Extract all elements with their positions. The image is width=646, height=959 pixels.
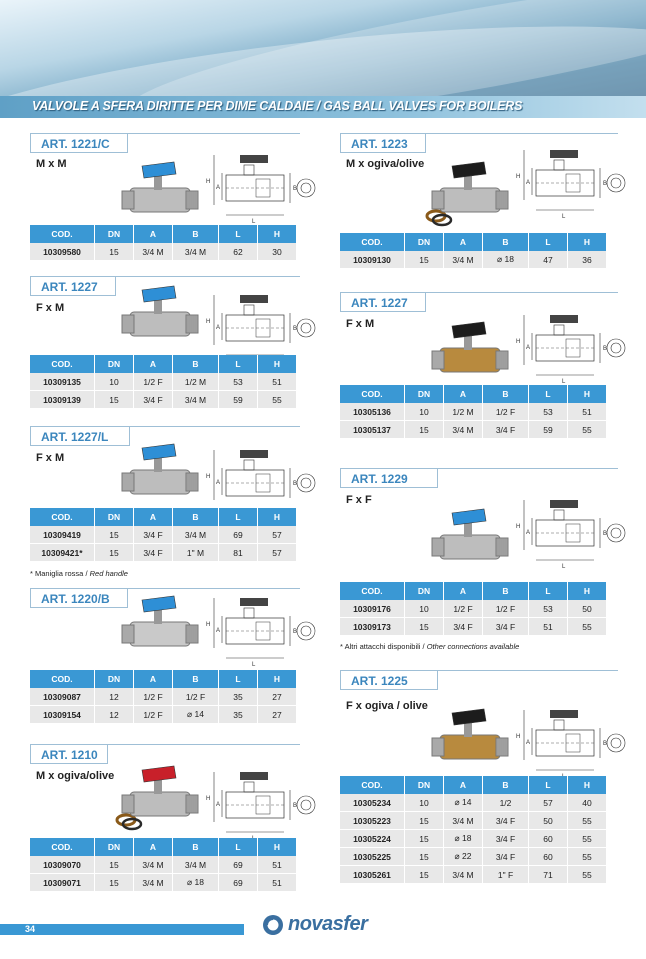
column-header: A: [444, 233, 483, 251]
svg-text:A: A: [216, 185, 221, 191]
table-row: [340, 251, 607, 269]
column-header: A: [444, 776, 483, 794]
table-row: [340, 830, 607, 848]
table-cell: 35: [219, 688, 258, 706]
column-header: DN: [95, 508, 134, 526]
product-code: 10305261: [340, 866, 405, 884]
svg-text:L: L: [562, 379, 566, 385]
novasfer-logo-icon: [262, 914, 284, 936]
table-cell: 3/4 M: [173, 526, 219, 544]
table-cell: 50: [529, 812, 568, 830]
valve-photo: [418, 158, 521, 233]
table-cell: 15: [405, 866, 444, 884]
spec-table: [340, 385, 607, 439]
column-header: L: [529, 776, 568, 794]
svg-text:H: H: [206, 319, 211, 325]
title-rule: [130, 426, 300, 427]
spec-table: [30, 508, 297, 562]
title-rule: [426, 133, 618, 134]
page-title: VALVOLE A SFERA DIRITTE PER DIME CALDAIE / GAS BALL VALVES FOR BOILERS: [32, 99, 523, 113]
table-cell: 55: [568, 866, 607, 884]
table-cell: 71: [529, 866, 568, 884]
spec-table: [30, 355, 297, 409]
article-title: ART. 1220/B: [30, 588, 128, 608]
footer-bar: [0, 924, 244, 935]
svg-text:A: A: [526, 180, 531, 186]
footnote-en: Other connections available: [426, 642, 520, 651]
table-cell: 15: [405, 848, 444, 866]
technical-drawing: [510, 140, 630, 225]
svg-text:L: L: [562, 214, 566, 220]
page-number: 34: [25, 924, 36, 934]
table-cell: 40: [568, 794, 607, 812]
valve-photo: [108, 282, 211, 357]
product-code: 10305223: [340, 812, 405, 830]
table-cell: 15: [95, 874, 134, 892]
table-cell: 3/4 M: [444, 421, 483, 439]
table-cell: 1/2 M: [173, 373, 219, 391]
table-cell: 15: [405, 618, 444, 636]
table-cell: 27: [258, 688, 297, 706]
table-cell: 55: [568, 848, 607, 866]
table-row: [30, 544, 297, 562]
technical-drawing: [200, 588, 320, 673]
spec-table: [340, 233, 607, 269]
technical-drawing: [200, 145, 320, 230]
table-row: [30, 706, 297, 724]
table-cell: 15: [95, 526, 134, 544]
table-cell: 55: [568, 421, 607, 439]
table-cell: ⌀ 18: [173, 874, 219, 892]
column-header: COD.: [30, 355, 95, 373]
valve-photo: [108, 440, 211, 515]
svg-text:B: B: [293, 326, 298, 332]
table-cell: 55: [258, 391, 297, 409]
table-row: [30, 243, 297, 261]
valve-photo: [418, 705, 521, 780]
table-cell: 12: [95, 688, 134, 706]
table-cell: 10: [405, 794, 444, 812]
table-row: [340, 866, 607, 884]
column-header: DN: [95, 838, 134, 856]
product-code: 10309419: [30, 526, 95, 544]
connection-type: F x M: [36, 302, 65, 314]
title-rule: [426, 292, 618, 293]
column-header: DN: [405, 233, 444, 251]
table-row: [340, 848, 607, 866]
column-header: DN: [405, 582, 444, 600]
column-header: B: [483, 385, 529, 403]
table-cell: 3/4 F: [483, 421, 529, 439]
table-cell: 10: [405, 403, 444, 421]
table-cell: 3/4 M: [173, 856, 219, 874]
header-banner: [0, 0, 646, 118]
table-cell: 15: [95, 856, 134, 874]
table-cell: 3/4 F: [134, 544, 173, 562]
product-code: 10305137: [340, 421, 405, 439]
svg-text:B: B: [603, 346, 608, 352]
table-cell: 1" M: [173, 544, 219, 562]
table-cell: 69: [219, 874, 258, 892]
spec-table: [30, 670, 297, 724]
table-cell: 57: [258, 526, 297, 544]
table-cell: 15: [95, 544, 134, 562]
svg-text:B: B: [293, 629, 298, 635]
svg-text:A: A: [526, 530, 531, 536]
table-cell: 69: [219, 856, 258, 874]
table-cell: 1/2 F: [134, 688, 173, 706]
article-title: ART. 1210: [30, 744, 108, 764]
table-row: [30, 526, 297, 544]
table-cell: 35: [219, 706, 258, 724]
product-code: 10309135: [30, 373, 95, 391]
table-cell: 3/4 F: [483, 618, 529, 636]
table-cell: 51: [568, 403, 607, 421]
column-header: L: [219, 355, 258, 373]
svg-text:H: H: [516, 524, 521, 530]
svg-text:H: H: [516, 339, 521, 345]
valve-photo: [108, 158, 211, 233]
footnote-it: * Altri attacchi disponibili /: [340, 642, 427, 651]
product-code: 10309130: [340, 251, 405, 269]
product-code: 10309421*: [30, 544, 95, 562]
svg-text:H: H: [516, 174, 521, 180]
title-rule: [438, 670, 618, 671]
column-header: A: [134, 838, 173, 856]
valve-photo: [108, 762, 211, 837]
connection-type: M x ogiva/olive: [346, 158, 425, 170]
svg-text:B: B: [293, 186, 298, 192]
table-cell: 53: [219, 373, 258, 391]
table-cell: 59: [529, 421, 568, 439]
svg-text:B: B: [293, 803, 298, 809]
column-header: L: [219, 838, 258, 856]
valve-photo: [418, 318, 521, 393]
connection-type: F x ogiva / olive: [346, 700, 428, 712]
table-cell: 3/4 F: [444, 618, 483, 636]
valve-photo: [108, 592, 211, 667]
title-rule: [108, 744, 300, 745]
article-title: ART. 1223: [340, 133, 426, 153]
table-cell: 51: [258, 856, 297, 874]
column-header: B: [483, 776, 529, 794]
table-cell: 27: [258, 706, 297, 724]
product-code: 10309139: [30, 391, 95, 409]
column-header: H: [258, 508, 297, 526]
table-cell: 3/4 F: [134, 526, 173, 544]
title-rule: [128, 133, 300, 134]
column-header: COD.: [30, 670, 95, 688]
svg-text:B: B: [603, 741, 608, 747]
svg-text:H: H: [206, 474, 211, 480]
table-cell: 59: [219, 391, 258, 409]
column-header: A: [134, 225, 173, 243]
svg-text:A: A: [216, 480, 221, 486]
table-cell: 53: [529, 403, 568, 421]
table-cell: 3/4 F: [483, 848, 529, 866]
svg-text:B: B: [603, 181, 608, 187]
brand-name: novasfer: [288, 913, 368, 935]
column-header: B: [173, 355, 219, 373]
table-cell: 1/2 M: [444, 403, 483, 421]
table-cell: ⌀ 14: [444, 794, 483, 812]
column-header: COD.: [30, 225, 95, 243]
product-code: 10305234: [340, 794, 405, 812]
technical-drawing: [510, 490, 630, 575]
table-row: [340, 812, 607, 830]
table-cell: 1/2 F: [444, 600, 483, 618]
column-header: B: [173, 838, 219, 856]
table-cell: 1/2 F: [173, 688, 219, 706]
product-code: 10309070: [30, 856, 95, 874]
column-header: COD.: [340, 776, 405, 794]
table-cell: 3/4 F: [483, 812, 529, 830]
column-header: DN: [95, 225, 134, 243]
column-header: A: [444, 385, 483, 403]
svg-text:H: H: [516, 734, 521, 740]
footnote: [30, 569, 128, 578]
column-header: DN: [405, 385, 444, 403]
brand-logo: [262, 913, 367, 936]
column-header: H: [568, 385, 607, 403]
footnote-en: Red handle: [89, 569, 128, 578]
table-cell: 1/2: [483, 794, 529, 812]
table-cell: 10: [95, 373, 134, 391]
product-code: 10305225: [340, 848, 405, 866]
table-cell: 3/4 M: [173, 391, 219, 409]
column-header: B: [173, 670, 219, 688]
table-cell: 81: [219, 544, 258, 562]
table-cell: 15: [95, 391, 134, 409]
column-header: B: [173, 508, 219, 526]
connection-type: F x M: [346, 318, 375, 330]
svg-text:A: A: [216, 628, 221, 634]
table-cell: 55: [568, 830, 607, 848]
table-cell: 50: [568, 600, 607, 618]
table-cell: 3/4 F: [134, 391, 173, 409]
table-cell: 57: [258, 544, 297, 562]
table-cell: 3/4 M: [444, 251, 483, 269]
column-header: A: [134, 355, 173, 373]
table-cell: 51: [258, 874, 297, 892]
table-row: [340, 421, 607, 439]
column-header: L: [219, 508, 258, 526]
svg-text:H: H: [206, 179, 211, 185]
column-header: L: [529, 385, 568, 403]
table-cell: 36: [568, 251, 607, 269]
article-title: ART. 1227: [30, 276, 116, 296]
table-cell: 15: [405, 251, 444, 269]
table-cell: 1/2 F: [134, 706, 173, 724]
product-code: 10309071: [30, 874, 95, 892]
table-cell: 3/4 M: [444, 812, 483, 830]
spec-table: [340, 776, 607, 884]
product-code: 10305136: [340, 403, 405, 421]
technical-drawing: [510, 700, 630, 785]
table-cell: 53: [529, 600, 568, 618]
column-header: H: [568, 582, 607, 600]
svg-text:H: H: [206, 796, 211, 802]
table-cell: 3/4 M: [134, 856, 173, 874]
table-cell: 47: [529, 251, 568, 269]
svg-text:A: A: [526, 345, 531, 351]
table-cell: ⌀ 22: [444, 848, 483, 866]
table-cell: 3/4 F: [483, 830, 529, 848]
table-cell: 1/2 F: [483, 403, 529, 421]
column-header: L: [219, 670, 258, 688]
table-cell: 57: [529, 794, 568, 812]
table-row: [30, 391, 297, 409]
connection-type: F x F: [346, 494, 372, 506]
column-header: L: [529, 233, 568, 251]
column-header: A: [444, 582, 483, 600]
product-code: 10309173: [340, 618, 405, 636]
column-header: B: [173, 225, 219, 243]
table-cell: 10: [405, 600, 444, 618]
article-title: ART. 1221/C: [30, 133, 128, 153]
connection-type: M x ogiva/olive: [36, 770, 115, 782]
column-header: H: [568, 776, 607, 794]
table-cell: 1" F: [483, 866, 529, 884]
column-header: COD.: [30, 838, 95, 856]
table-cell: ⌀ 14: [173, 706, 219, 724]
svg-text:A: A: [526, 740, 531, 746]
column-header: H: [258, 225, 297, 243]
table-row: [340, 618, 607, 636]
column-header: COD.: [340, 582, 405, 600]
table-cell: ⌀ 18: [444, 830, 483, 848]
technical-drawing: [200, 762, 320, 847]
column-header: DN: [405, 776, 444, 794]
column-header: L: [529, 582, 568, 600]
title-rule: [438, 468, 618, 469]
table-cell: 15: [405, 421, 444, 439]
table-row: [340, 794, 607, 812]
table-cell: 3/4 M: [134, 243, 173, 261]
svg-text:L: L: [252, 662, 256, 668]
table-cell: ⌀ 18: [483, 251, 529, 269]
svg-text:B: B: [293, 481, 298, 487]
table-cell: 15: [95, 243, 134, 261]
column-header: H: [258, 838, 297, 856]
product-code: 10305224: [340, 830, 405, 848]
table-cell: 55: [568, 812, 607, 830]
article-title: ART. 1225: [340, 670, 438, 690]
column-header: L: [219, 225, 258, 243]
column-header: B: [483, 233, 529, 251]
svg-text:L: L: [252, 219, 256, 225]
svg-text:B: B: [603, 531, 608, 537]
valve-photo: [418, 505, 521, 580]
table-cell: 51: [529, 618, 568, 636]
table-row: [340, 403, 607, 421]
svg-text:A: A: [216, 325, 221, 331]
connection-type: M x M: [36, 158, 67, 170]
column-header: COD.: [30, 508, 95, 526]
column-header: COD.: [340, 233, 405, 251]
svg-text:L: L: [562, 564, 566, 570]
table-cell: 1/2 F: [483, 600, 529, 618]
table-cell: 3/4 M: [134, 874, 173, 892]
footnote: [340, 642, 519, 651]
table-row: [30, 688, 297, 706]
column-header: H: [568, 233, 607, 251]
svg-text:A: A: [216, 802, 221, 808]
table-cell: 30: [258, 243, 297, 261]
product-code: 10309154: [30, 706, 95, 724]
table-cell: 51: [258, 373, 297, 391]
connection-type: F x M: [36, 452, 65, 464]
spec-table: [30, 225, 297, 261]
svg-text:H: H: [206, 622, 211, 628]
table-cell: 60: [529, 830, 568, 848]
table-cell: 15: [405, 812, 444, 830]
column-header: B: [483, 582, 529, 600]
article-title: ART. 1229: [340, 468, 438, 488]
column-header: A: [134, 508, 173, 526]
product-code: 10309580: [30, 243, 95, 261]
technical-drawing: [510, 305, 630, 390]
column-header: H: [258, 355, 297, 373]
footnote-it: * Maniglia rossa /: [30, 569, 90, 578]
column-header: COD.: [340, 385, 405, 403]
spec-table: [30, 838, 297, 892]
title-rule: [116, 276, 300, 277]
column-header: A: [134, 670, 173, 688]
table-row: [30, 874, 297, 892]
table-cell: 62: [219, 243, 258, 261]
spec-table: [340, 582, 607, 636]
product-code: 10309087: [30, 688, 95, 706]
table-cell: 12: [95, 706, 134, 724]
table-cell: 69: [219, 526, 258, 544]
table-row: [340, 600, 607, 618]
table-cell: 15: [405, 830, 444, 848]
table-cell: 3/4 M: [444, 866, 483, 884]
product-code: 10309176: [340, 600, 405, 618]
column-header: H: [258, 670, 297, 688]
table-row: [30, 856, 297, 874]
article-title: ART. 1227/L: [30, 426, 130, 446]
column-header: DN: [95, 355, 134, 373]
table-cell: 1/2 F: [134, 373, 173, 391]
table-cell: 3/4 M: [173, 243, 219, 261]
table-cell: 55: [568, 618, 607, 636]
table-cell: 60: [529, 848, 568, 866]
article-title: ART. 1227: [340, 292, 426, 312]
column-header: DN: [95, 670, 134, 688]
table-row: [30, 373, 297, 391]
